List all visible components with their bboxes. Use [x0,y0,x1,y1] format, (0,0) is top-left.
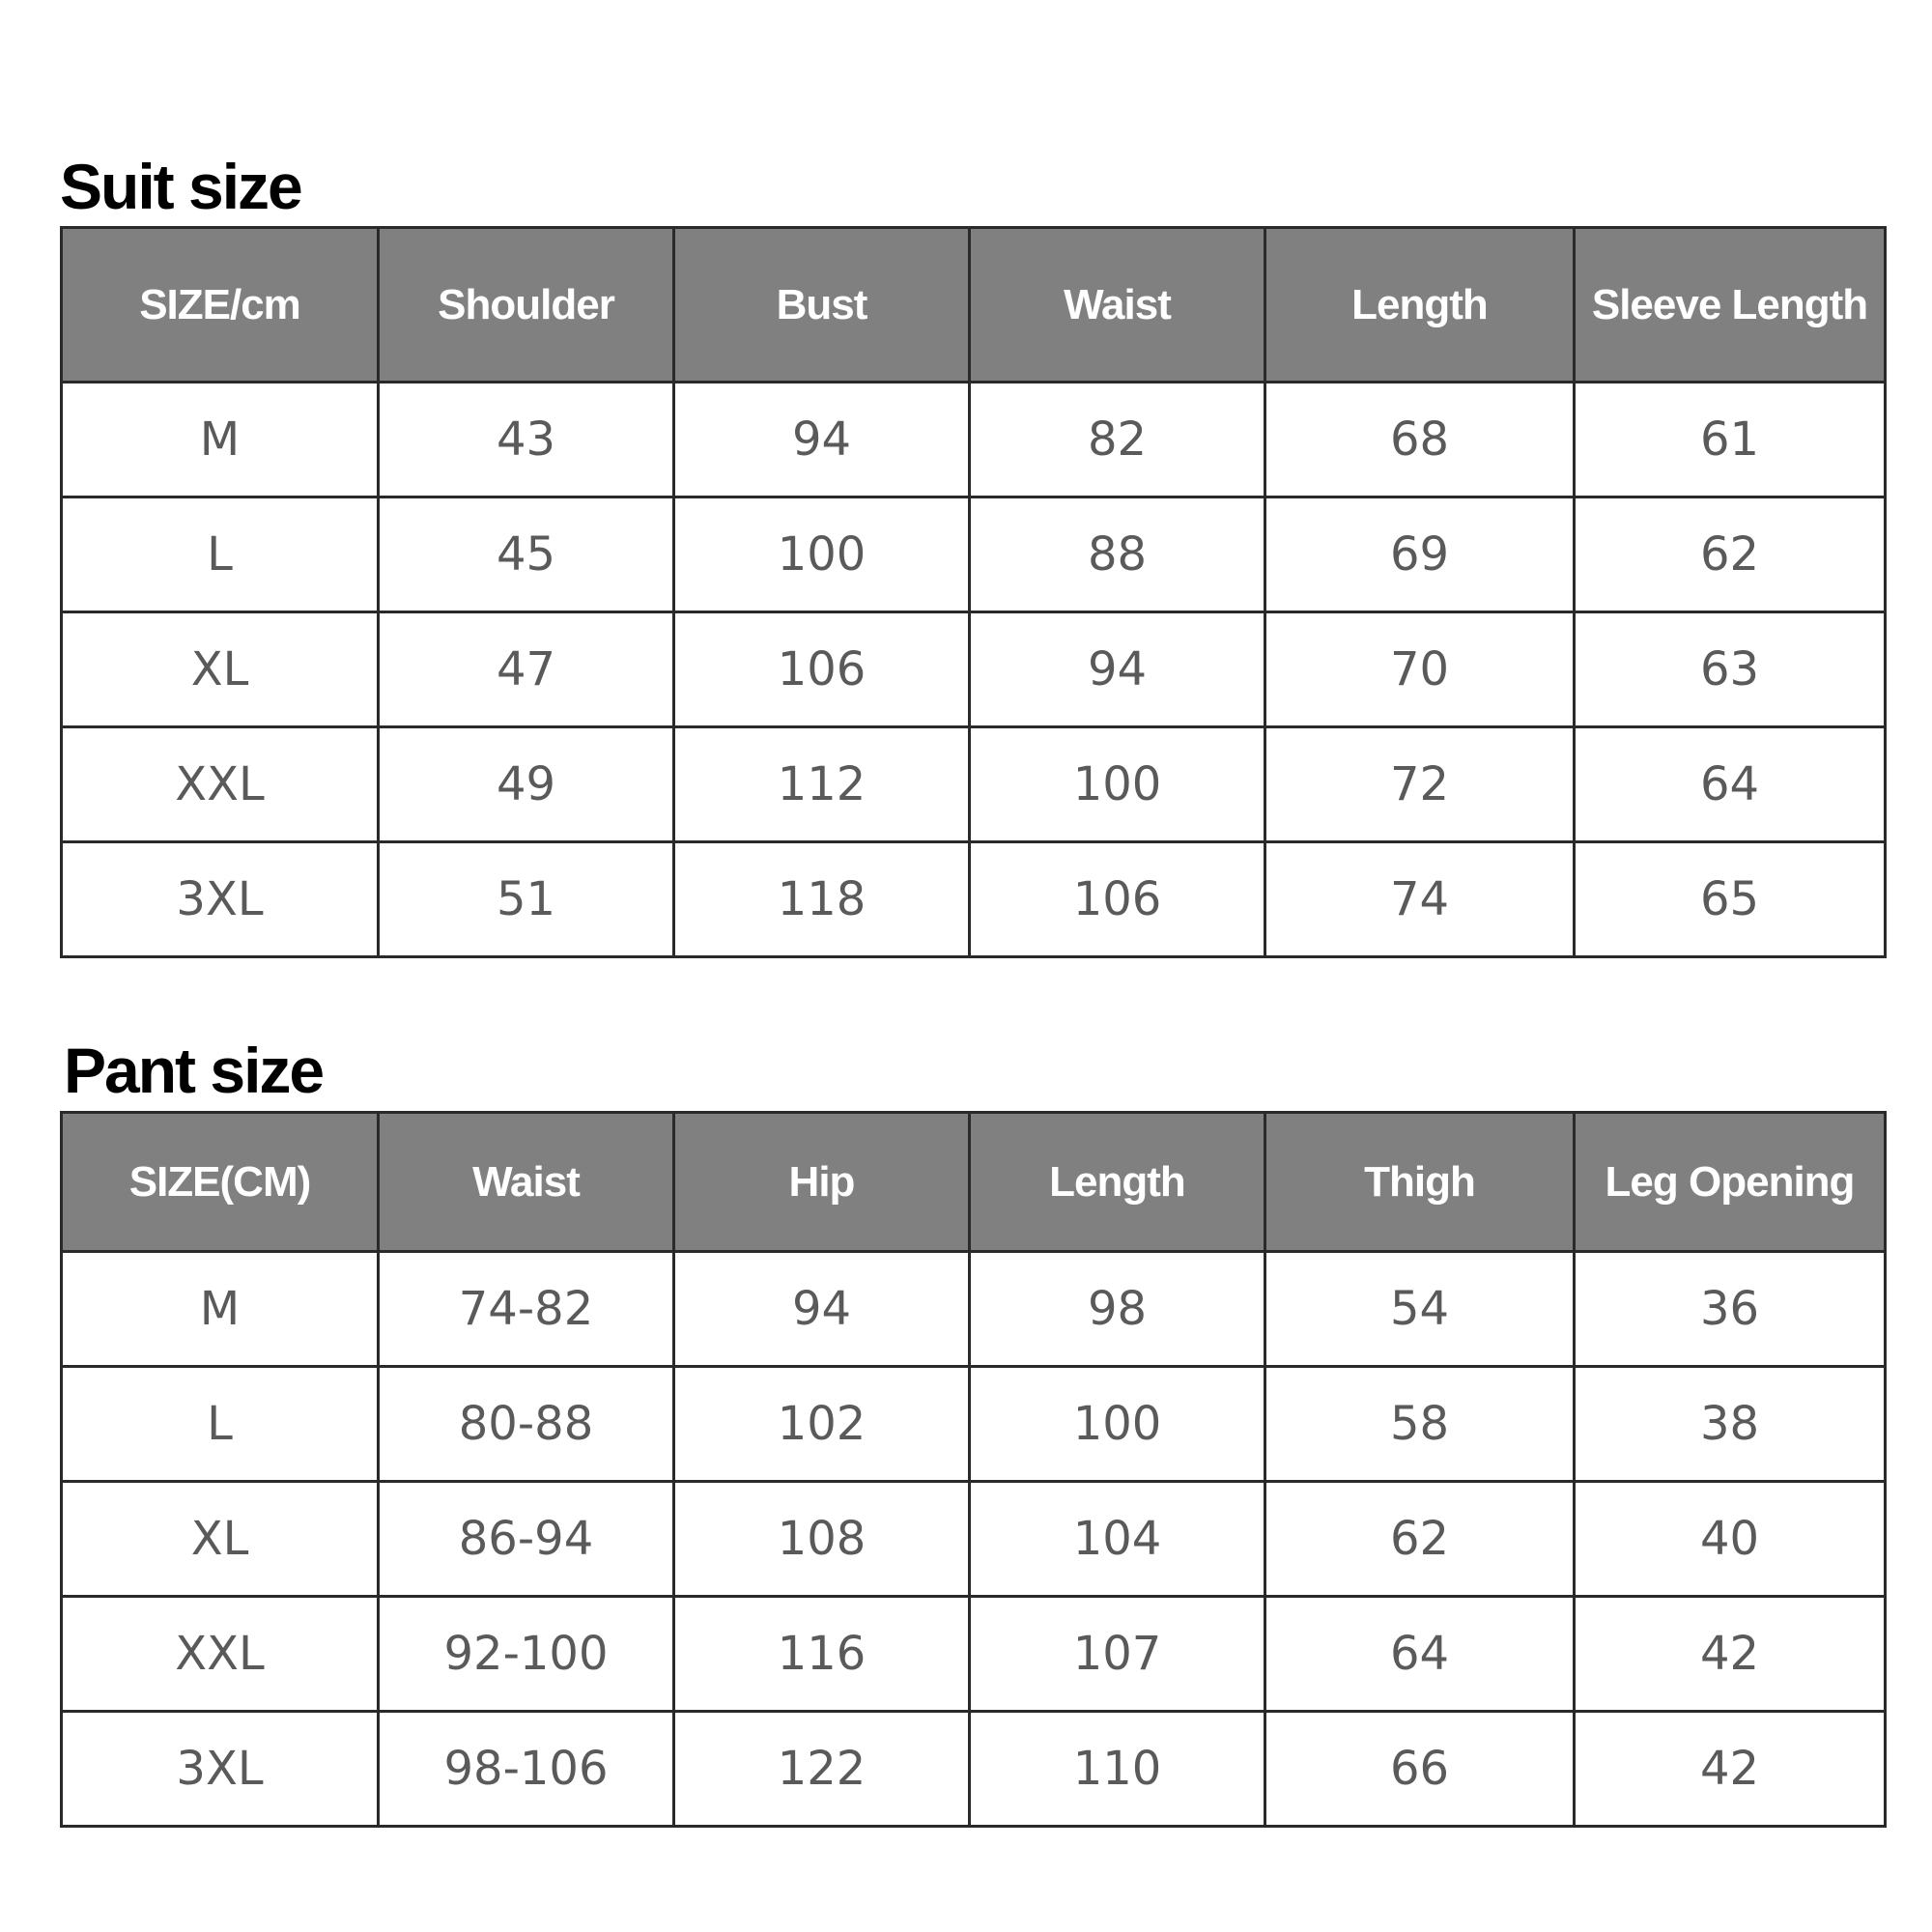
table-cell: 107 [970,1597,1265,1712]
table-cell: 36 [1575,1252,1886,1367]
table-cell: 40 [1575,1482,1886,1597]
table-cell: 64 [1265,1597,1575,1712]
table-cell: 54 [1265,1252,1575,1367]
table-cell: 74 [1265,842,1575,957]
table-cell: 43 [379,383,674,497]
table-cell: 51 [379,842,674,957]
table-cell: 80-88 [379,1367,674,1482]
table-cell: 100 [970,1367,1265,1482]
table-cell: 38 [1575,1367,1886,1482]
table-row [62,1597,1886,1712]
table-cell: 63 [1575,612,1886,727]
pant-header-thigh: Thigh [1265,1113,1575,1252]
table-cell: 108 [674,1482,970,1597]
table-cell: 116 [674,1597,970,1712]
table-cell: M [62,383,379,497]
suit-header-size: SIZE/cm [62,228,379,383]
table-cell: 86-94 [379,1482,674,1597]
table-cell: 104 [970,1482,1265,1597]
table-cell: XL [62,612,379,727]
table-cell: 3XL [62,1712,379,1827]
table-cell: 42 [1575,1597,1886,1712]
table-row [62,1482,1886,1597]
table-cell: 102 [674,1367,970,1482]
table-cell: 88 [970,497,1265,612]
table-cell: 62 [1575,497,1886,612]
table-cell: 49 [379,727,674,842]
table-cell: 47 [379,612,674,727]
table-cell: 98 [970,1252,1265,1367]
table-cell: XXL [62,1597,379,1712]
table-cell: L [62,1367,379,1482]
pant-header-size: SIZE(CM) [62,1113,379,1252]
pant-header-length: Length [970,1113,1265,1252]
table-cell: 110 [970,1712,1265,1827]
table-row [62,497,1886,612]
table-row [62,842,1886,957]
table-row [62,1367,1886,1482]
table-cell: 42 [1575,1712,1886,1827]
table-cell: 122 [674,1712,970,1827]
suit-size-title: Suit size [60,151,301,222]
table-cell: M [62,1252,379,1367]
suit-header-bust: Bust [674,228,970,383]
table-cell: 68 [1265,383,1575,497]
pant-size-table [60,1111,1887,1828]
suit-header-sleeve-length: Sleeve Length [1575,228,1886,383]
table-cell: 62 [1265,1482,1575,1597]
pant-header-waist: Waist [379,1113,674,1252]
table-cell: 100 [970,727,1265,842]
suit-header-length: Length [1265,228,1575,383]
table-cell: 106 [674,612,970,727]
table-cell: 58 [1265,1367,1575,1482]
table-cell: 118 [674,842,970,957]
table-cell: 94 [674,383,970,497]
table-cell: 69 [1265,497,1575,612]
suit-header-shoulder: Shoulder [379,228,674,383]
suit-header-waist: Waist [970,228,1265,383]
table-cell: 82 [970,383,1265,497]
table-cell: 94 [970,612,1265,727]
table-cell: 74-82 [379,1252,674,1367]
suit-size-table [60,226,1887,958]
table-row [62,727,1886,842]
suit-header-row [62,228,1886,383]
table-cell: 64 [1575,727,1886,842]
table-cell: 65 [1575,842,1886,957]
table-cell: XXL [62,727,379,842]
table-cell: 70 [1265,612,1575,727]
table-cell: 100 [674,497,970,612]
table-cell: 72 [1265,727,1575,842]
table-cell: XL [62,1482,379,1597]
table-cell: L [62,497,379,612]
table-row [62,383,1886,497]
table-row [62,1252,1886,1367]
table-cell: 106 [970,842,1265,957]
table-cell: 45 [379,497,674,612]
table-cell: 66 [1265,1712,1575,1827]
table-cell: 61 [1575,383,1886,497]
table-cell: 112 [674,727,970,842]
pant-header-row [62,1113,1886,1252]
pant-size-title: Pant size [64,1035,324,1106]
table-cell: 3XL [62,842,379,957]
table-cell: 94 [674,1252,970,1367]
pant-header-leg-opening: Leg Opening [1575,1113,1886,1252]
pant-header-hip: Hip [674,1113,970,1252]
table-row [62,612,1886,727]
table-cell: 92-100 [379,1597,674,1712]
table-cell: 98-106 [379,1712,674,1827]
table-row [62,1712,1886,1827]
